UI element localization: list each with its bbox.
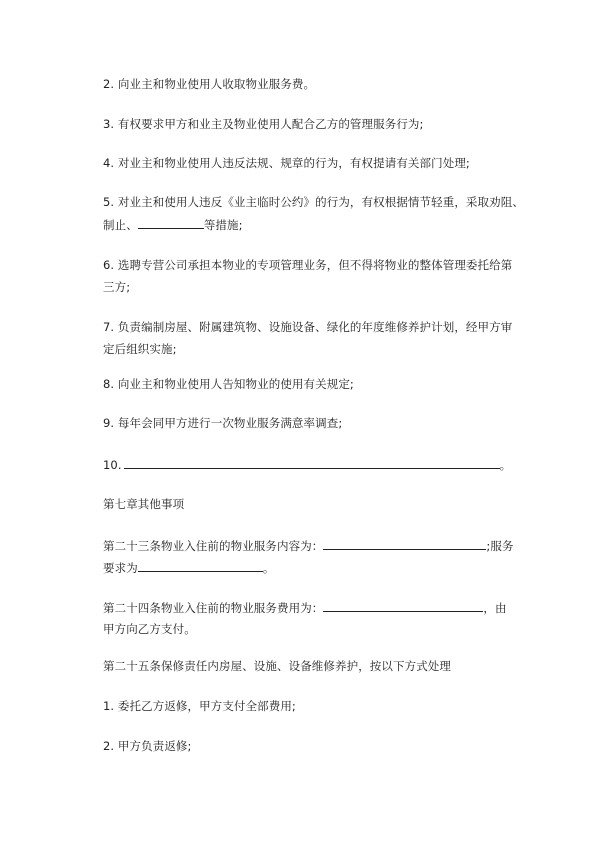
article-23-prefix: 第二十三条物业入住前的物业服务内容为： bbox=[103, 539, 324, 553]
item-4: 4. 对业主和物业使用人违反法规、规章的行为，有权提请有关部门处理; bbox=[103, 156, 470, 170]
item-2: 2. 向业主和物业使用人收取物业服务费。 bbox=[103, 77, 316, 91]
item-5-line1: 5. 对业主和使用人违反《业主临时公约》的行为，有权根据情节轻重，采取劝阻、 bbox=[103, 195, 524, 209]
article-23-line2 bbox=[103, 559, 274, 576]
item-9: 9. 每年会同甲方进行一次物业服务满意率调查; bbox=[103, 416, 343, 430]
article-25-option-2: 2. 甲方负责返修; bbox=[103, 739, 192, 753]
article-24-line2: 甲方向乙方支付。 bbox=[103, 622, 196, 636]
blank-field bbox=[124, 456, 500, 469]
item-7-line2: 定后组织实施; bbox=[103, 342, 177, 356]
article-24-prefix: 第二十四条物业入住前的物业服务费用为： bbox=[103, 601, 324, 615]
article-25-option-1: 1. 委托乙方返修，甲方支付全部费用; bbox=[103, 699, 296, 713]
blank-field bbox=[323, 599, 483, 612]
item-10-prefix: 10. bbox=[103, 458, 122, 472]
item-8: 8. 向业主和物业使用人告知物业的使用有关规定; bbox=[103, 377, 354, 391]
item-6-line1: 6. 选聘专营公司承担本物业的专项管理业务，但不得将物业的整体管理委托给第 bbox=[103, 258, 513, 272]
blank-field bbox=[323, 537, 486, 550]
article-23-suffix: ;服务 bbox=[486, 539, 514, 553]
item-10 bbox=[103, 456, 511, 473]
item-10-suffix: 。 bbox=[499, 458, 512, 472]
article-23-line2-prefix: 要求为 bbox=[103, 561, 138, 575]
item-5-suffix: 等措施; bbox=[203, 218, 243, 232]
item-5-prefix: 制止、 bbox=[103, 218, 138, 232]
article-24-line1 bbox=[103, 599, 507, 616]
article-23-line1 bbox=[103, 537, 514, 554]
article-23-line2-suffix: 。 bbox=[262, 561, 275, 575]
chapter-title: 第七章其他事项 bbox=[103, 497, 185, 511]
item-6-line2: 三方; bbox=[103, 280, 131, 294]
item-3: 3. 有权要求甲方和业主及物业使用人配合乙方的管理服务行为; bbox=[103, 117, 424, 131]
article-25-title: 第二十五条保修责任内房屋、设施、设备维修养护，按以下方式处理 bbox=[103, 659, 451, 673]
item-7-line1: 7. 负责编制房屋、附属建筑物、设施设备、绿化的年度维修养护计划，经甲方审 bbox=[103, 320, 513, 334]
blank-field bbox=[138, 559, 263, 572]
blank-field bbox=[138, 216, 204, 229]
item-5-line2 bbox=[103, 216, 243, 233]
article-24-suffix: ，由 bbox=[483, 601, 507, 615]
